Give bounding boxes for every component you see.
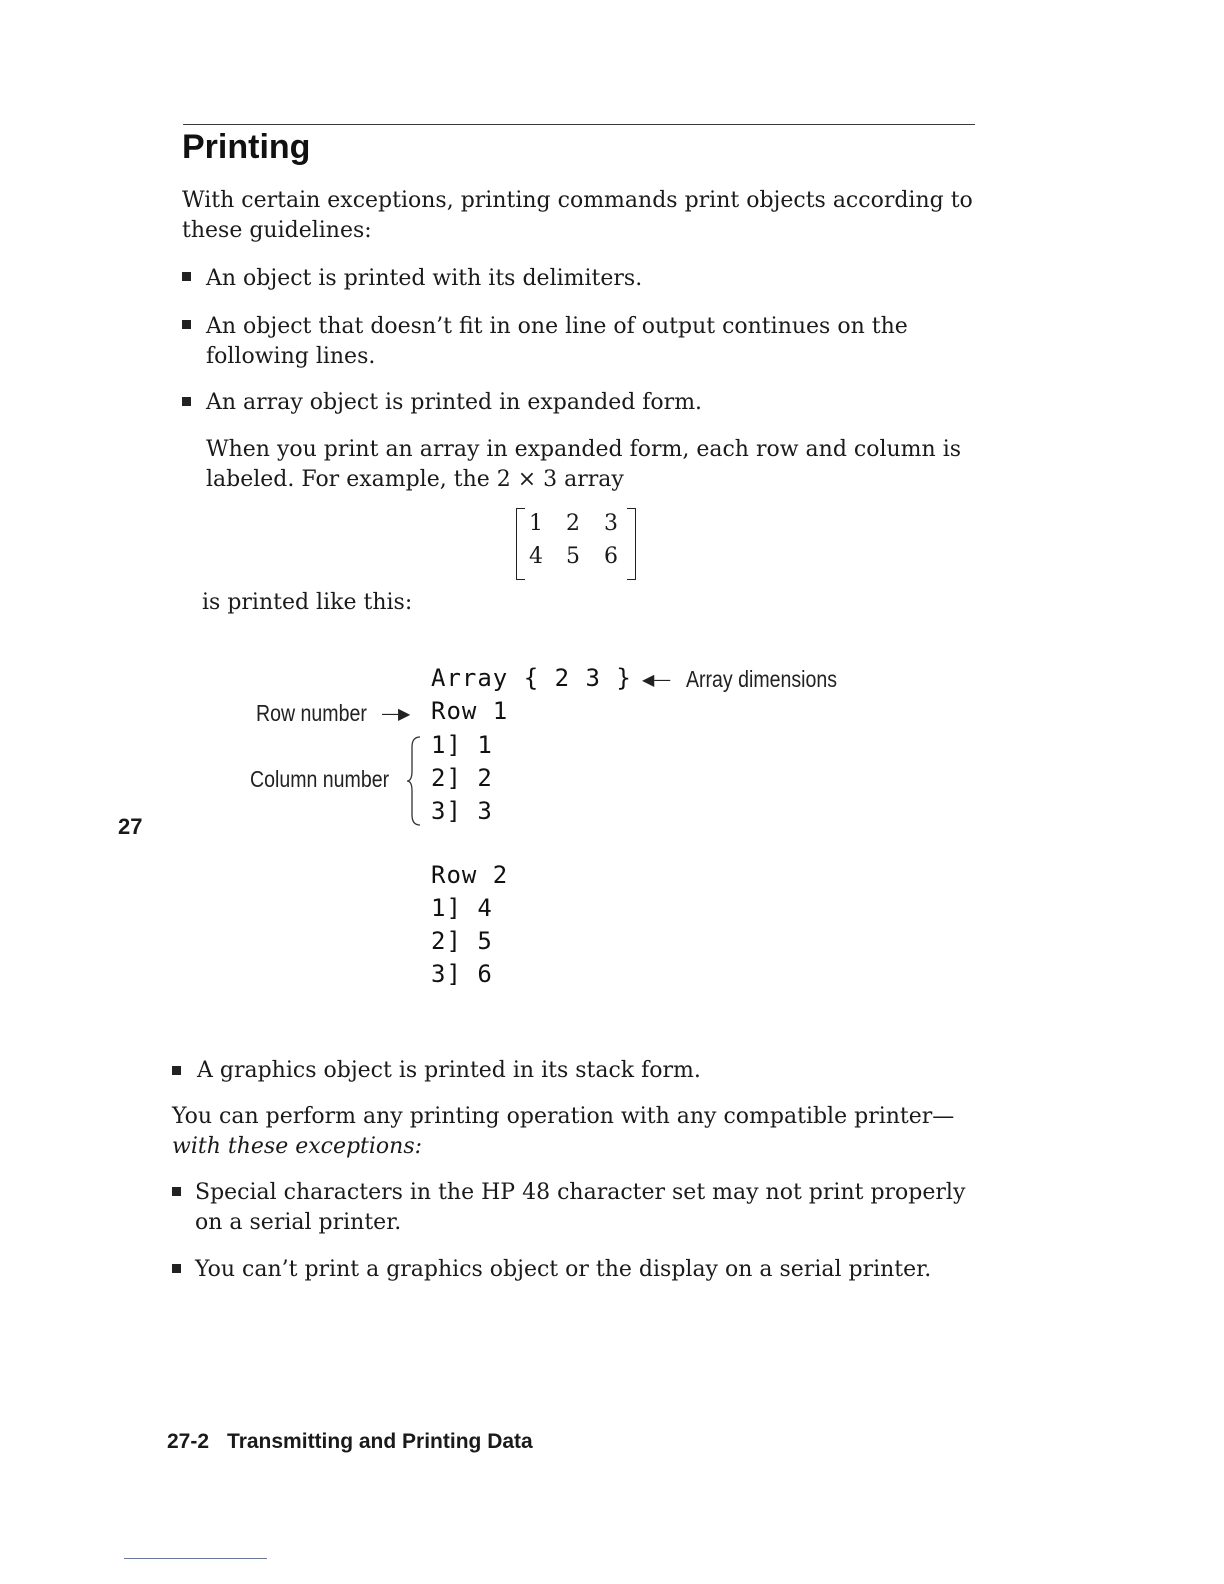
bullet-array-expanded: An array object is printed in expanded form.: [206, 390, 703, 415]
array-note: When you print an array in expanded form, each row and column is labeled. For example, the 2 × 3 array: [206, 437, 962, 492]
curly-brace-icon: [406, 735, 424, 827]
right-arrow-icon: ―▶: [382, 704, 411, 723]
footer-title: Transmitting and Printing Data: [227, 1430, 533, 1453]
printout-row-1: Row 1: [431, 697, 509, 725]
printout-col: 2] 5: [431, 927, 493, 955]
printout-col: 1] 4: [431, 894, 493, 922]
matrix-right-bracket: [627, 508, 636, 580]
exception-special-characters: Special characters in the HP 48 character set may not print properly on a serial printer.: [195, 1180, 966, 1235]
printout-col: 2] 2: [431, 764, 493, 792]
bullet-continues: An object that doesn’t fit in one line of output continues on the following lines.: [206, 314, 908, 369]
bullet-marker: [172, 1264, 181, 1273]
page-footer: [167, 1430, 533, 1454]
matrix-left-bracket: [516, 508, 525, 580]
bullet-delimiters: An object is printed with its delimiters.: [206, 266, 643, 291]
bullet-marker: [182, 397, 191, 406]
printout-array-line: Array { 2 3 }: [431, 664, 632, 692]
printout-row-2: Row 2: [431, 861, 509, 889]
page-title: Printing: [182, 128, 311, 166]
exception-graphics-serial: You can’t print a graphics object or the display on a serial printer.: [195, 1257, 932, 1282]
exceptions-intro: You can perform any printing operation with any compatible printer—: [172, 1104, 955, 1129]
matrix-cell: 5: [566, 544, 580, 569]
scan-edge-line: [124, 1558, 267, 1559]
bullet-graphics: A graphics object is printed in its stack form.: [197, 1058, 701, 1083]
bullet-marker: [182, 272, 191, 281]
top-rule: [183, 124, 975, 125]
printout-col: 1] 1: [431, 731, 493, 759]
example-matrix: [516, 508, 636, 580]
chapter-margin-number: 27: [118, 814, 143, 839]
matrix-cell: 3: [604, 511, 618, 536]
intro-paragraph: With certain exceptions, printing commands print objects according to these guidelines:: [182, 188, 973, 243]
bullet-marker: [182, 320, 191, 329]
row-number-label: Row number: [256, 700, 367, 726]
bullet-marker: [172, 1066, 181, 1075]
bullet-marker: [172, 1187, 181, 1196]
printout-col: 3] 6: [431, 960, 493, 988]
matrix-cell: 4: [529, 544, 543, 569]
printout-col: 3] 3: [431, 797, 493, 825]
printed-like-text: is printed like this:: [202, 590, 413, 615]
matrix-cell: 1: [529, 511, 543, 536]
matrix-cell: 6: [604, 544, 618, 569]
array-dimensions-label: Array dimensions: [686, 666, 838, 692]
footer-page-number: 27-2: [167, 1430, 210, 1453]
column-number-label: Column number: [250, 766, 390, 792]
matrix-cell: 2: [566, 511, 580, 536]
exceptions-emphasis: with these exceptions:: [172, 1134, 423, 1159]
left-arrow-icon: ◀―: [642, 670, 671, 689]
